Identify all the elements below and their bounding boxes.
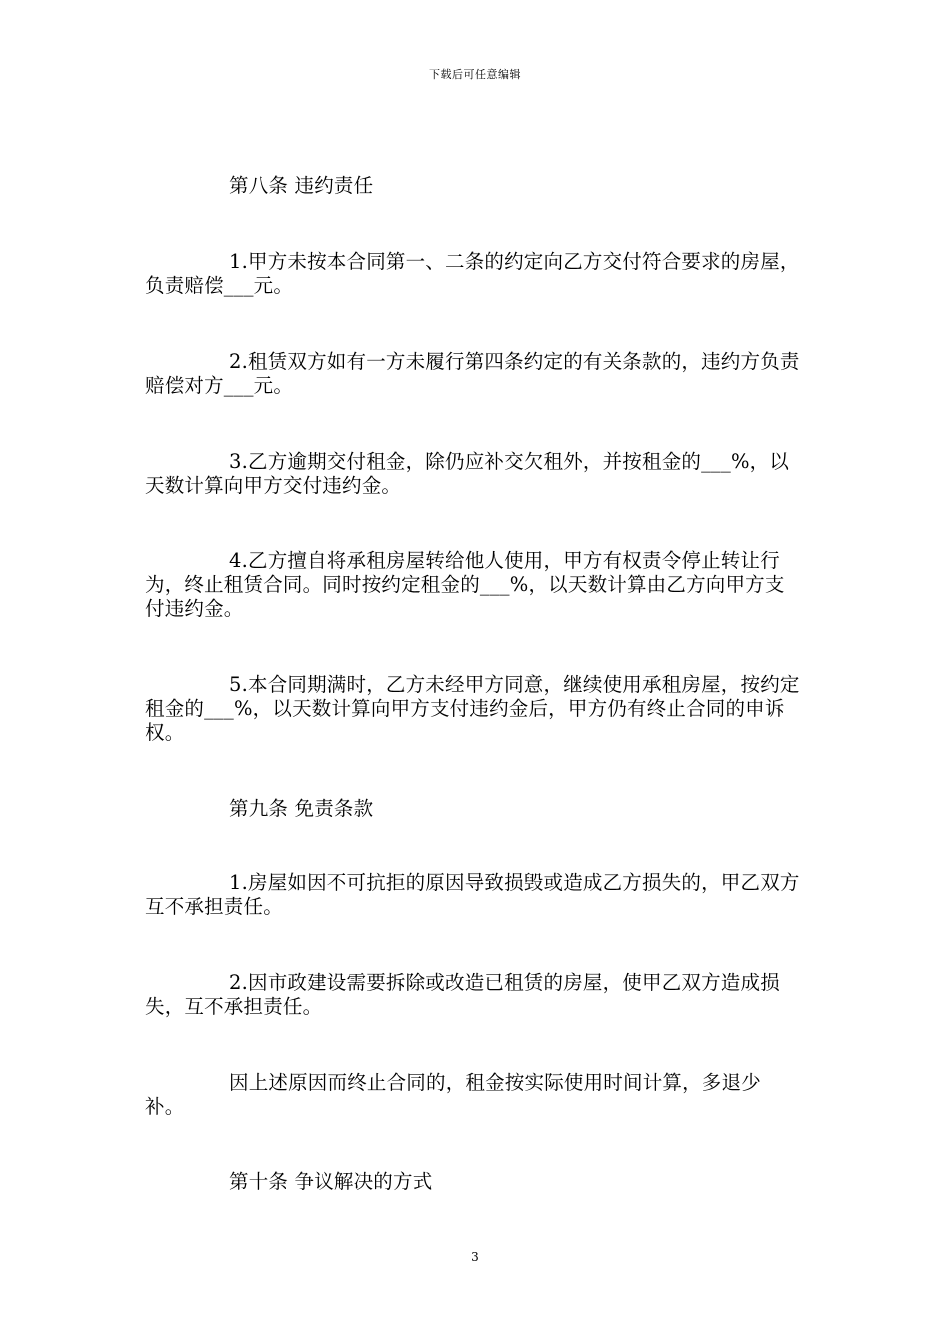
article-8-item-2 <box>145 350 800 398</box>
paragraph: 1.房屋如因不可抗拒的原因导致损毁或造成乙方损失的，甲乙双方互不承担责任。 <box>145 871 800 918</box>
page-number: 3 <box>471 1250 479 1264</box>
paragraph: 因上述原因而终止合同的，租金按实际使用时间计算，多退少补。 <box>145 1071 761 1118</box>
paragraph: 2.因市政建设需要拆除或改造已租赁的房屋，使甲乙双方造成损失，互不承担责任。 <box>145 971 780 1018</box>
article-8-item-1 <box>145 250 800 298</box>
article-8-item-5 <box>145 673 800 745</box>
page-header: 下载后可任意编辑 <box>429 68 521 81</box>
article-8-item-3 <box>145 450 800 498</box>
article-9-item-1 <box>145 871 800 919</box>
article-9-heading <box>145 797 800 821</box>
paragraph: 3.乙方逾期交付租金，除仍应补交欠租外，并按租金的___%，以天数计算向甲方交付违约金。 <box>145 450 790 497</box>
article-9-note <box>145 1071 800 1119</box>
paragraph: 第十条 争议解决的方式 <box>229 1170 433 1193</box>
paragraph: 4.乙方擅自将承租房屋转给他人使用，甲方有权责令停止转让行为，终止租赁合同。同时按约定租金的___%，以天数计算由乙方向甲方支付违约金。 <box>145 549 785 620</box>
article-9-item-2 <box>145 971 800 1019</box>
paragraph: 2.租赁双方如有一方未履行第四条约定的有关条款的，违约方负责赔偿对方___元。 <box>145 350 800 397</box>
paragraph: 第九条 免责条款 <box>229 797 374 820</box>
paragraph: 5.本合同期满时，乙方未经甲方同意，继续使用承租房屋，按约定租金的___%，以天数计算向甲方支付违约金后，甲方仍有终止合同的申诉权。 <box>145 673 800 744</box>
article-8-heading <box>145 174 800 198</box>
article-8-item-4 <box>145 549 800 621</box>
paragraph: 第八条 违约责任 <box>229 174 374 197</box>
paragraph: 1.甲方未按本合同第一、二条的约定向乙方交付符合要求的房屋，负责赔偿___元。 <box>145 250 800 297</box>
article-10-heading <box>145 1170 800 1194</box>
